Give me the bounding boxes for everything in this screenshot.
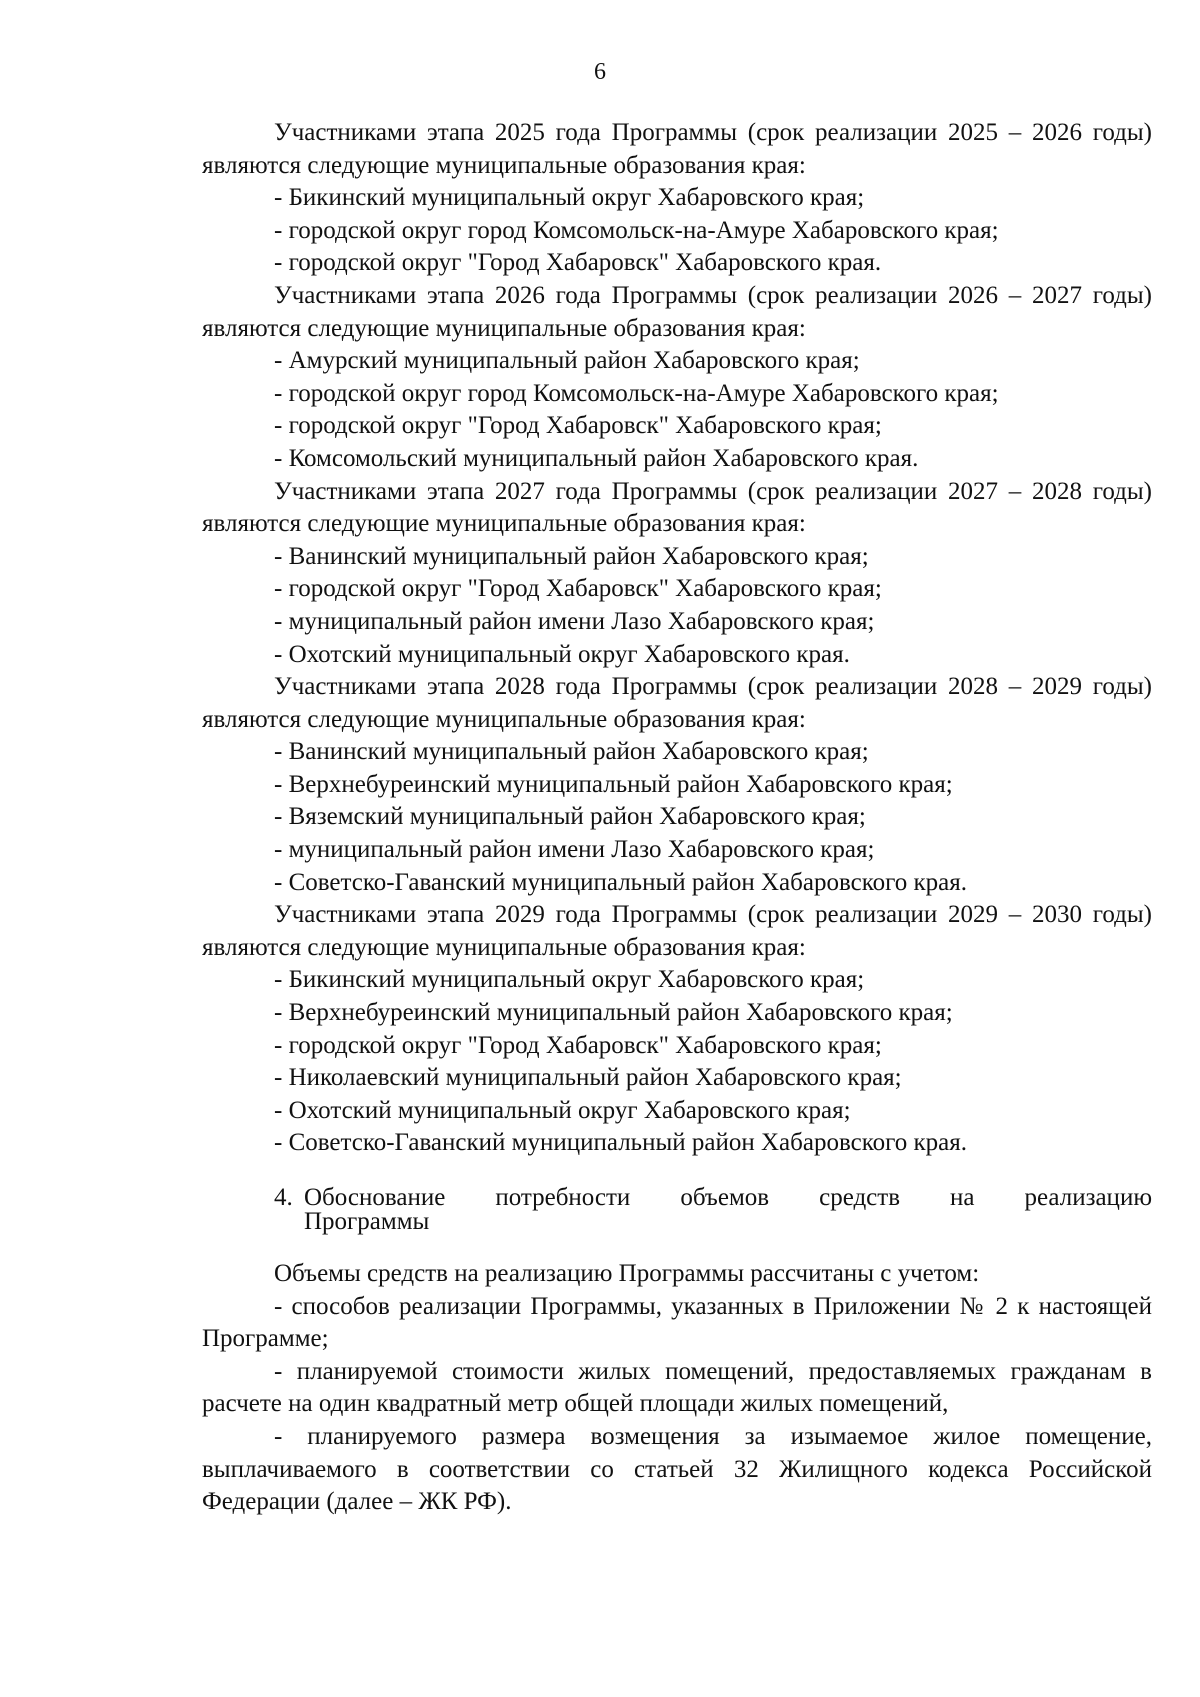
list-item: - Ванинский муниципальный район Хабаровского края; <box>274 738 869 766</box>
list-item: - Николаевский муниципальный район Хабаровского края; <box>274 1064 902 1092</box>
stage-intro: Участниками этапа 2026 года Программы (срок реализации 2026 – 2027 годы) являются следующие муниципальные образования края: <box>202 281 1152 342</box>
list-item: - Бикинский муниципальный округ Хабаровского края; <box>274 966 865 994</box>
list-item: - Охотский муниципальный округ Хабаровского края. <box>274 640 850 668</box>
list-item: - Вяземский муниципальный район Хабаровского края; <box>274 803 866 831</box>
list-item: - Верхнебуреинский муниципальный район Хабаровского края; <box>274 999 953 1027</box>
list-item: - городской округ "Город Хабаровск" Хабаровского края. <box>274 249 882 277</box>
document-body <box>202 117 1152 1519</box>
list-item: - Бикинский муниципальный округ Хабаровского края; <box>274 184 865 212</box>
stage-intro: Участниками этапа 2027 года Программы (срок реализации 2027 – 2028 годы) являются следующие муниципальные образования края: <box>202 477 1152 538</box>
section-paragraph: - способов реализации Программы, указанных в Приложении № 2 к настоящей Программе; <box>202 1292 1152 1353</box>
list-item: - Ванинский муниципальный район Хабаровского края; <box>274 542 869 570</box>
stage-intro: Участниками этапа 2028 года Программы (срок реализации 2028 – 2029 годы) являются следующие муниципальные образования края: <box>202 673 1152 733</box>
list-item: - городской округ "Город Хабаровск" Хабаровского края; <box>274 412 882 440</box>
page-number: 6 <box>594 59 606 85</box>
list-item: - Советско-Гаванский муниципальный район Хабаровского края. <box>274 868 967 896</box>
section-title-line: Программы <box>304 1208 430 1235</box>
list-item: - муниципальный район имени Лазо Хабаровского края; <box>274 607 875 635</box>
list-item: - городской округ город Комсомольск-на-Амуре Хабаровского края; <box>274 216 999 244</box>
stage-intro: Участниками этапа 2029 года Программы (срок реализации 2029 – 2030 годы) являются следующие муниципальные образования края: <box>202 901 1152 961</box>
spacer <box>202 1234 1152 1258</box>
section-title-line: Обоснование потребности объемов средств на реализацию <box>304 1184 1152 1211</box>
list-item: - Комсомольский муниципальный район Хабаровского края. <box>274 444 919 472</box>
section-paragraph: - планируемого размера возмещения за изымаемое жилое помещение, выплачиваемого в соответствии со статьей 32 Жилищного кодекса Российской Федерации (далее – ЖК РФ). <box>202 1422 1152 1516</box>
list-item: - муниципальный район имени Лазо Хабаровского края; <box>274 836 875 864</box>
list-item: - Советско-Гаванский муниципальный район Хабаровского края. <box>274 1129 967 1157</box>
list-item: - городской округ "Город Хабаровск" Хабаровского края; <box>274 1031 882 1059</box>
list-item: - Амурский муниципальный район Хабаровского края; <box>274 347 860 375</box>
section-paragraph: Объемы средств на реализацию Программы рассчитаны с учетом: <box>274 1260 980 1287</box>
section-number: 4. <box>274 1184 293 1211</box>
section-paragraph: - планируемой стоимости жилых помещений, предоставляемых гражданам в расчете на один квадратный метр общей площади жилых помещений, <box>202 1357 1152 1418</box>
stage-intro: Участниками этапа 2025 года Программы (срок реализации 2025 – 2026 годы) являются следующие муниципальные образования края: <box>202 119 1152 179</box>
list-item: - городской округ "Город Хабаровск" Хабаровского края; <box>274 575 882 603</box>
list-item: - Верхнебуреинский муниципальный район Хабаровского края; <box>274 770 953 798</box>
list-item: - Охотский муниципальный округ Хабаровского края; <box>274 1096 851 1124</box>
spacer <box>202 1160 1152 1186</box>
section-heading <box>274 1186 1152 1234</box>
list-item: - городской округ город Комсомольск-на-Амуре Хабаровского края; <box>274 379 999 407</box>
section-title <box>304 1186 1152 1234</box>
